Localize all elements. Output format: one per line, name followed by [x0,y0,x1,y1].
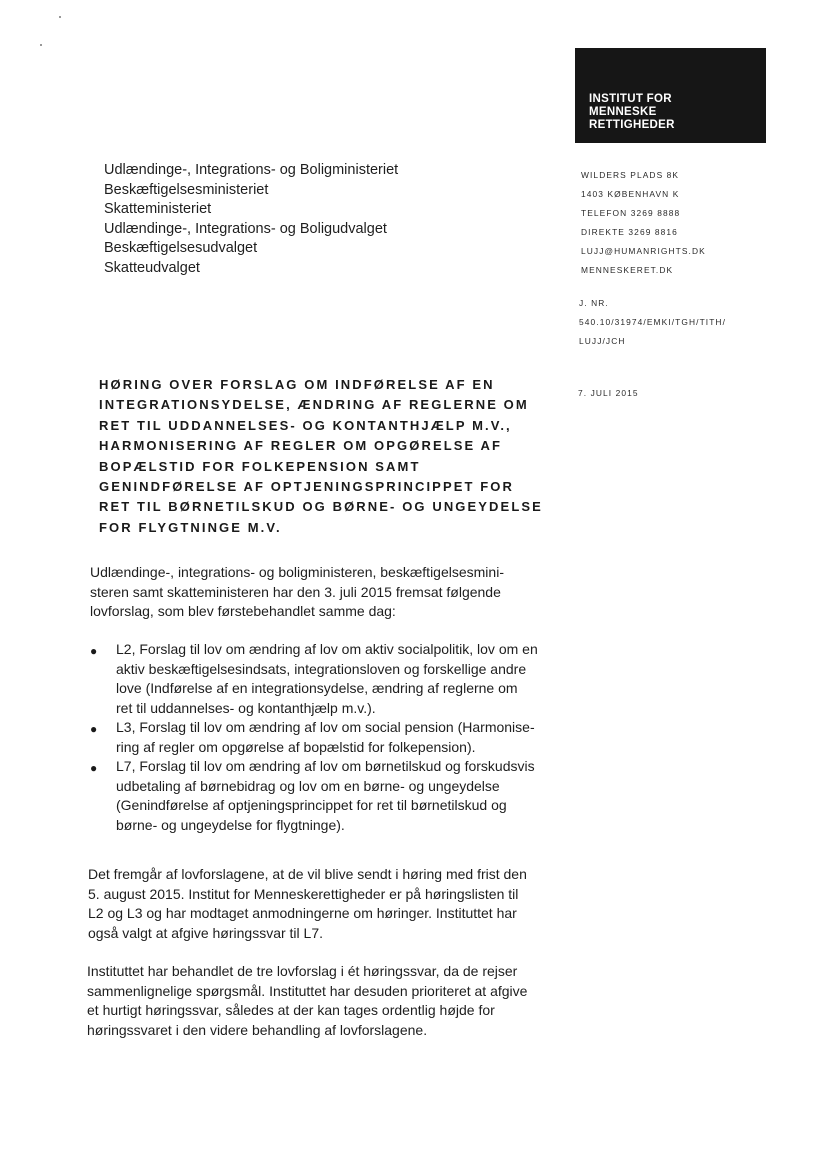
logo-line: RETTIGHEDER [589,119,675,131]
contact-email: LUJJ@HUMANRIGHTS.DK [581,246,706,256]
contact-line: DIREKTE 3269 8816 [581,227,678,237]
text-line: steren samt skatteministeren har den 3. juli 2015 fremsat følgende [90,583,501,600]
priority-paragraph [87,962,567,1040]
bill-item-l3 [90,718,570,757]
text-line: L2 og L3 og har modtaget anmodningerne om høringer. Instituttet har [88,905,517,921]
recipient: Beskæftigelsesministeriet [104,181,269,198]
text-line: Instituttet har behandlet de tre lovforslag i ét høringssvar, da de rejser [87,963,518,979]
contact-line: 1403 KØBENHAVN K [581,189,680,199]
logo-line: MENNESKE [589,106,657,118]
recipient: Skatteudvalget [104,259,200,276]
heading-line: RET TIL BØRNETILSKUD OG BØRNE- OG UNGEYDELSE [99,499,543,515]
intro-paragraph [90,563,570,622]
bill-list [90,640,570,835]
text-line: (Genindførelse af optjeningsprincippet for ret til børnetilskud og [116,797,507,813]
text-line: børne- og ungeydelse for flygtninge). [116,816,345,833]
contact-website: MENNESKERET.DK [581,265,674,275]
bullet-icon: ● [90,761,98,775]
text-line: 5. august 2015. Institut for Menneskerettigheder er på høringslisten til [88,885,519,902]
institute-logo [575,48,766,143]
bullet-icon: ● [90,722,98,736]
bullet-icon: ● [90,644,98,658]
bill-item-l2 [90,640,570,718]
text-line: aktiv beskæftigelsesindsats, integrationsloven og forskellige andre [116,660,527,677]
text-line: Udlændinge-, integrations- og boligministeren, beskæftigelsesmini- [90,564,504,580]
heading-line: INTEGRATIONSYDELSE, ÆNDRING AF REGLERNE OM [99,397,529,413]
heading-line: FOR FLYGTNINGE M.V. [99,519,282,535]
text-line: ret til uddannelses- og kontanthjælp m.v.). [116,699,376,716]
scan-speck [40,44,42,46]
journal-number [579,294,809,351]
text-line: ring af regler om opgørelse af bopælstid for folkepension). [116,738,476,755]
journal-line: J. NR. [579,298,609,308]
heading-line: RET TIL UDDANNELSES- OG KONTANTHJÆLP M.V., [99,417,512,433]
recipient: Udlændinge-, Integrations- og Boligudvalget [104,220,387,237]
letter-date: 7. JULI 2015 [578,388,639,398]
journal-line: LUJJ/JCH [579,336,626,346]
recipient: Beskæftigelsesudvalget [104,240,258,256]
text-line: høringssvaret i den videre behandling af lovforslagene. [87,1021,428,1038]
recipient: Skatteministeriet [104,201,212,217]
text-line: udbetaling af børnebidrag og lov om en børne- og ungeydelse [116,777,500,794]
text-line: også valgt at afgive høringssvar til L7. [88,924,324,941]
contact-block [581,166,811,280]
text-line: lovforslag, som blev førstebehandlet samme dag: [90,603,396,619]
heading-line: BOPÆLSTID FOR FOLKEPENSION SAMT [99,458,421,474]
contact-line: WILDERS PLADS 8K [581,170,680,180]
scan-speck [59,16,61,18]
heading-line: GENINDFØRELSE AF OPTJENINGSPRINCIPPET FOR [99,479,514,495]
text-line: et hurtigt høringssvar, således at der kan tages ordentlig højde for [87,1002,495,1018]
text-line: love (Indførelse af en integrationsydelse, ændring af reglerne om [116,680,518,696]
recipient: Udlændinge-, Integrations- og Boligministeriet [104,162,399,178]
text-line: L3, Forslag til lov om ændring af lov om social pension (Harmonise- [116,719,535,735]
text-line: L7, Forslag til lov om ændring af lov om børnetilskud og forskudsvis [116,758,535,774]
contact-line: TELEFON 3269 8888 [581,208,681,218]
bill-item-l7 [90,757,570,835]
journal-line: 540.10/31974/EMKI/TGH/TITH/ [579,317,726,327]
heading-line: HARMONISERING AF REGLER OM OPGØRELSE AF [99,438,503,454]
logo-line: INSTITUT FOR [589,93,672,105]
recipient-list [104,161,504,278]
document-heading [99,375,579,538]
heading-line: HØRING OVER FORSLAG OM INDFØRELSE AF EN [99,377,495,392]
text-line: sammenlignelige spørgsmål. Instituttet har desuden prioriteret at afgive [87,982,528,999]
text-line: Det fremgår af lovforslagene, at de vil blive sendt i høring med frist den [88,866,527,882]
hearing-paragraph [88,865,568,943]
text-line: L2, Forslag til lov om ændring af lov om aktiv socialpolitik, lov om en [116,641,538,657]
